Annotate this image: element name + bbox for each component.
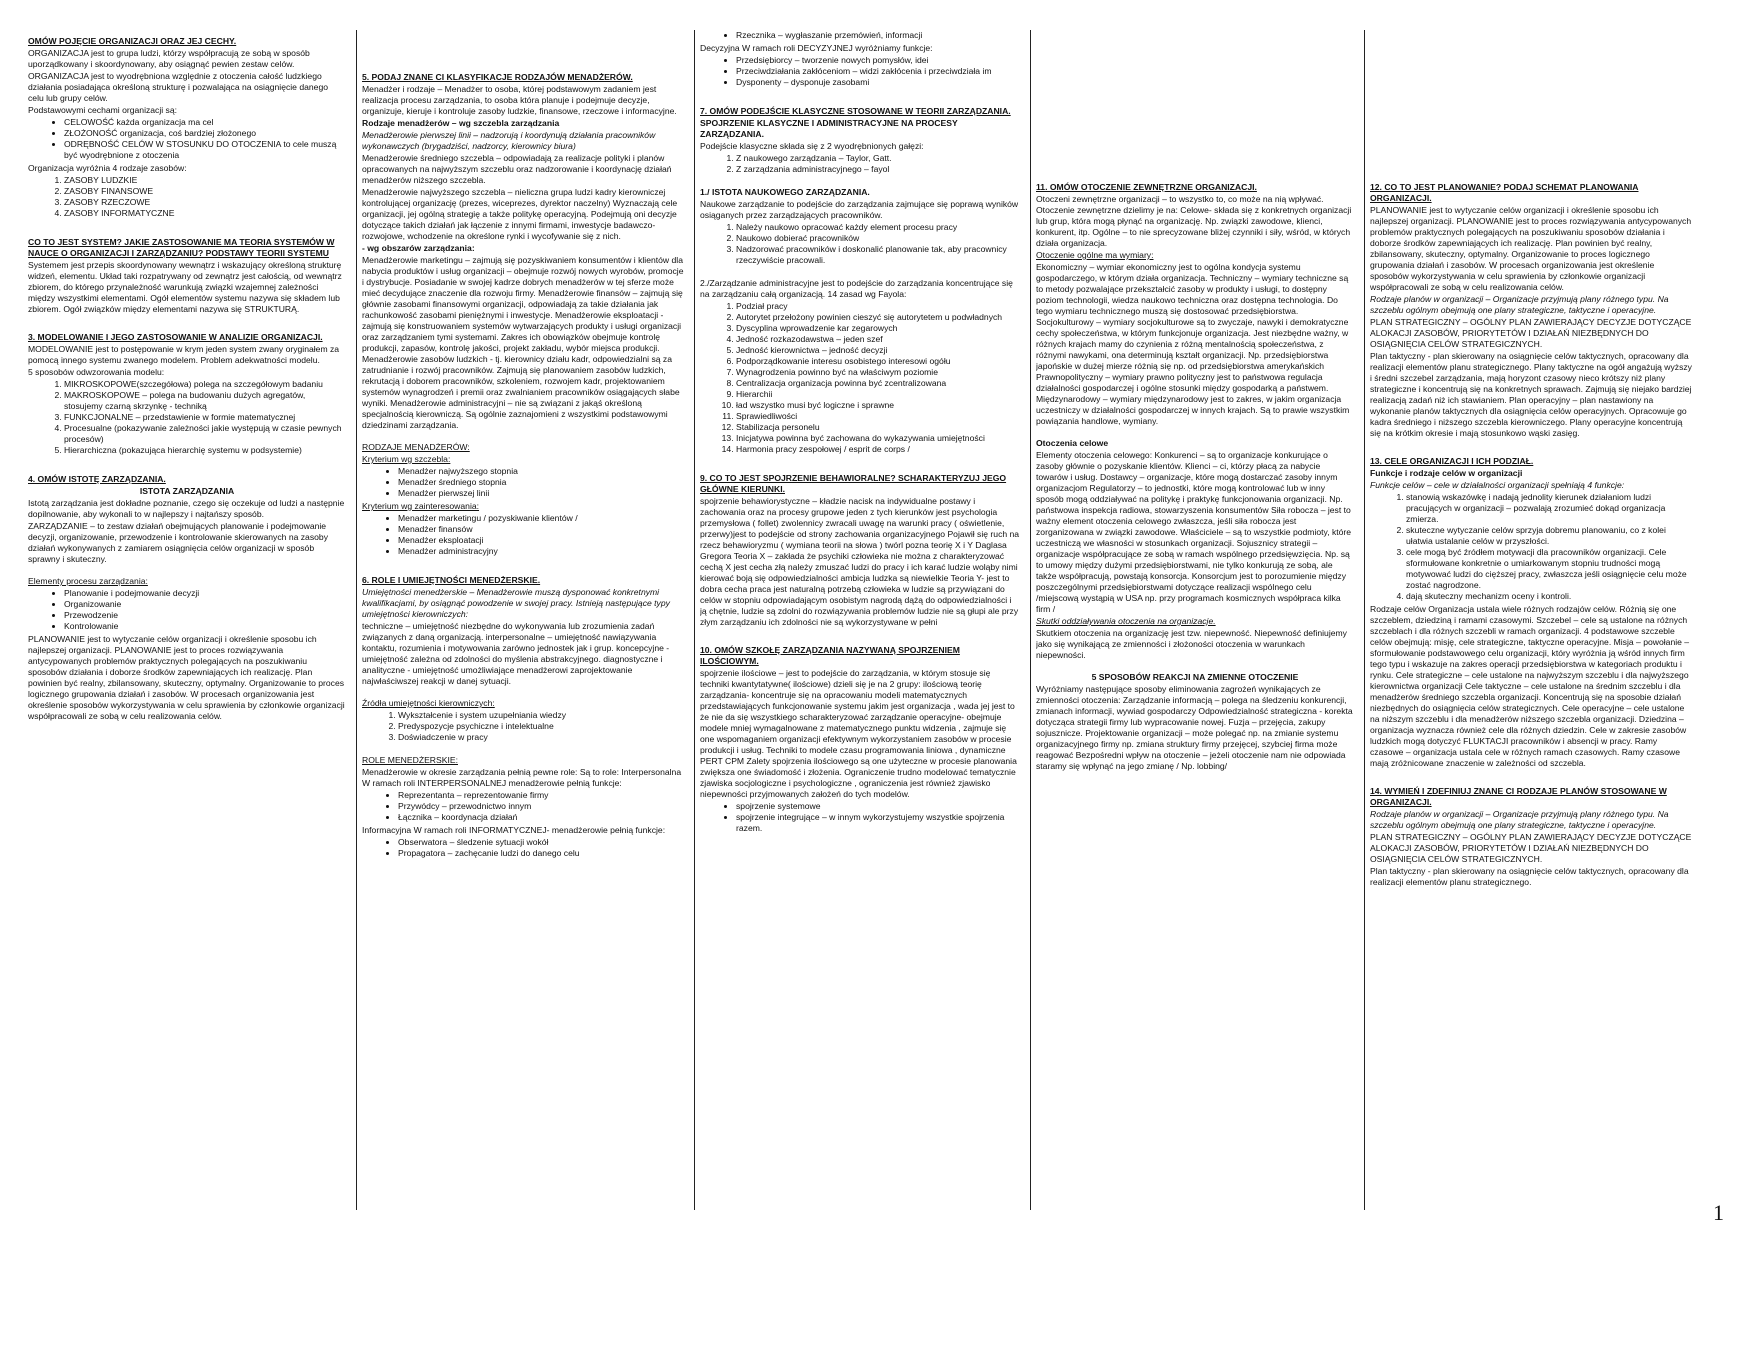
list-item: 1. Należy naukowo opracować każdy element procesu pracy bbox=[736, 222, 1020, 233]
paragraph: ORGANIZACJA jest to wyodrębniona względnie z otoczenia całość ludzkiego działania posiadająca określoną strukturę i pozwalająca na osiągnięcie danego celu lub grupy celów. bbox=[28, 71, 329, 103]
list-item: • Menadżer marketingu / pozyskiwanie klientów / bbox=[398, 513, 684, 524]
column-divider bbox=[1364, 30, 1365, 1210]
info-roles-list bbox=[362, 837, 684, 859]
list-item: • Przewodzenie bbox=[64, 610, 346, 621]
subheading: RODZAJE MENADŻERÓW: bbox=[362, 442, 470, 452]
section-title-11: 11. OMÓW OTOCZENIE ZEWNĘTRZNE ORGANIZACJI. bbox=[1036, 182, 1257, 192]
column-divider bbox=[694, 30, 695, 1210]
list-item: 12. Stabilizacja personelu bbox=[736, 422, 1020, 433]
list-item: • Menadżer najwyższego stopnia bbox=[398, 466, 684, 477]
paragraph: Systemem jest przepis skoordynowany wewnątrz i wskazujący określoną strukturę widzeń, elementu. Układ taki rozpatrywany od zewnątrz jest całością, od wewnątrz zbiorem, do którego przynależność warunkują związki wzajemnej zależności między wszystkimi elementami. Ogół elementów systemu nazywa się składem lub zbiorem. Ogół związków między elementami nazywa się STRUKTURĄ. bbox=[28, 260, 342, 314]
paragraph: spojrzenie ilościowe – jest to podejście do zarządzania, w którym stosuje się techniki kwantytatywne( ilościowe) dzieli się je na 2 grupy: ilościową teorię zarządzania- koncentruje się na opracowaniu modeli matematycznych przedstawiających funkcjonowanie systemu jakim jest organizacja , wada jej jest to że nie da się wszystkiego scharakteryzować zarządzanie operacyjne- obejmuje modele mniej wymagalnowane z matematycznego punktu widzenia , zajmuje się one wspomaganiem organizacji efektywnym wykorzystaniem zasobów w procesie produkcji i usług. Techniki to modele czasu programowania liniowa , dynamiczne PERT CPM Zalety spojrzenia ilościowego są one użyteczne w procesie planowania zwiększa one świadomość i złożenia. Ograniczenie trudno modelować tematycznie zjawiska socjologiczne i psychologiczne , ograniczenia jest również zjawisko niepewności przyjmowanych założeń do tych modelów. bbox=[700, 668, 1017, 799]
list-item: 11. Sprawiedliwości bbox=[736, 411, 1020, 422]
list-item: 14. Harmonia pracy zespołowej / esprit de corps / bbox=[736, 444, 1020, 455]
list-item: • Propagatora – zachęcanie ludzi do danego celu bbox=[398, 848, 684, 859]
list-item: 2. Autorytet przełożony powinien cieszyć się autorytetem u podwładnych bbox=[736, 312, 1020, 323]
list-item: • Obserwatora – śledzenie sytuacji wokół bbox=[398, 837, 684, 848]
subheading: Otoczenie ogólne ma wymiary: bbox=[1036, 250, 1154, 260]
list-item: 6. Podporządkowanie interesu osobistego interesowi ogółu bbox=[736, 356, 1020, 367]
paragraph: Menadżerowie w okresie zarządzania pełnią pewne role: Są to role: Interpersonalna W ramach roli INTERPERSONALNEJ menadżerowie pełnią funkcje: bbox=[362, 767, 682, 788]
column-divider bbox=[356, 30, 357, 1210]
paragraph: Decyzyjna W ramach roli DECYZYJNEJ wyróżniamy funkcje: bbox=[700, 43, 933, 53]
column-5 bbox=[1370, 176, 1692, 1366]
paragraph: spojrzenie behawiorystyczne – kładzie nacisk na indywidualne postawy i zachowania oraz na procesy grupowe jeden z tych kierunków jest psychologia przemysłowa ( follet) zwolennicy zwracali uwagę na warunki pracy ( oświetlenie, przerwy)jest to podejście od strony zachowania organizacyjnego Pojawił się ruch na rzecz behawioryzmu ( wymiana teorii na słowa ) twórl pozna teorię X i Y Daglasa Gregora Teoria X – zakłada że psychiki człowieka nie można z charakteryzować cechą X jest cecha złą należy zmuszać ludzi do pracy i ich karać ludzie woląby nimi kierować boją się odpowiedzialności ambicja ludzka są niewielkie Teoria Y- jest to dobra cecha praca jest naturalną potrzebą człowieka w ludzie są przywiązani do celów w stopniu odpowiadającym osobistym nagrodą dążą do odpowiedzialności i ją chętnie, ludzie są zdolni do rozwiązywania problemów ludzie nie są głupi ale przy złym zarządzaniu ich zdolności nie są wykorzystywane w pełni bbox=[700, 496, 1020, 627]
paragraph: Plan taktyczny - plan skierowany na osiągnięcie celów taktycznych, opracowany dla realizacji elementów planu strategicznego. Plany taktyczne na ogół angażują wyższy i średni szczebel zarządzania, mają horyzont czasowy nieco krótszy niż plany strategiczne i koncentrują się na konkretnych sprawach. Zajmują się niejako bardziej realizacją zadań niż ich stawianiem. Plan operacyjny – plan nastawiony na wykonanie planów taktycznych dla osiągnięcia celów operacyjnych. Opracowuje go kadra średniego i niższego szczebla kierowniczego. Plany operacyjne koncentrują się na krótkim okresie i mają stosunkowo wąski zasięg. bbox=[1370, 351, 1692, 438]
list-item: 2. MAKROSKOPOWE – polega na budowaniu dużych agregatów, stosujemy czarną skrzynkę - techniką bbox=[64, 390, 346, 412]
paragraph: 2./Zarządzanie administracyjne jest to podejście do zarządzania koncentrujące się na zarządzaniu całą organizacją. 14 zasad wg Fayola: bbox=[700, 278, 1013, 299]
paragraph: PLAN STRATEGICZNY – OGÓLNY PLAN ZAWIERAJĄCY DECYZJE DOTYCZĄCE ALOKACJI ZASOBÓW, PRIORYTETÓW I DZIAŁAŃ NIEZBĘDNYCH DO OSIĄGNIĘCIA CELÓW STRATEGICZNYCH. bbox=[1370, 832, 1692, 864]
paragraph: 5 sposobów odwzorowania modelu: bbox=[28, 367, 165, 377]
paragraph: Wyróżniamy następujące sposoby eliminowania zagrożeń wynikających ze zmienności otoczenia: Zarządzanie informacją – polega na śledzeniu konkurencji, zmianach informacji, wywiad gospodarczy Odpowiedzialność strategiczna - korekta dotycząca strategii firmy lub wypracowanie nowej. Fuzja – przejęcia, zakupy sojusznicze. Projektowanie organizacji – może polegać np. na zmianie systemu organizacyjnego firmy np. zmiana struktury firmy przejęcej, szybciej firma może reagować Bezpośredni wpływ na otoczenie – jeżeli otoczenie nam nie odpowiada staramy się wpłynąć na jego zmianę / Np. lobbing/ bbox=[1036, 684, 1353, 771]
list-item: • Reprezentanta – reprezentowanie firmy bbox=[398, 790, 684, 801]
paragraph: Umiejętności menedżerskie – Menadżerowie muszą dysponować konkretnymi kwalifikacjami, by osiągnąć powodzenie w swojej pracy. Istnieją następujące typy umiejętności kierowniczych: bbox=[362, 587, 670, 619]
list-item: 3. ZASOBY RZECZOWE bbox=[64, 197, 346, 208]
paragraph: Menadżerowie pierwszej linii – nadzorują i koordynują działania pracowników wykonawczych (brygadziści, nadzorcy, kierownicy biura) bbox=[362, 130, 656, 151]
paragraph: Organizacja wyróżnia 4 rodzaje zasobów: bbox=[28, 163, 187, 173]
paragraph: Plan taktyczny - plan skierowany na osiągnięcie celów taktycznych, opracowany dla realizacji elementów planu strategicznego. bbox=[1370, 866, 1689, 887]
roles-list-continued bbox=[700, 30, 1020, 41]
list-item: • Menadżer pierwszej linii bbox=[398, 488, 684, 499]
column-3 bbox=[700, 30, 1020, 1220]
list-item: 2. ZASOBY FINANSOWE bbox=[64, 186, 346, 197]
section-title-9: 9. CO TO JEST SPOJRZENIE BEHAWIORALNE? SCHARAKTERYZUJ JEGO GŁÓWNE KIERUNKI. bbox=[700, 473, 1007, 494]
subheading: Funkcje i rodzaje celów w organizacji bbox=[1370, 468, 1523, 478]
subheading: ISTOTA ZARZĄDZANIA bbox=[139, 486, 235, 496]
paragraph: Elementy otoczenia celowego: Konkurenci – są to organizacje konkurujące o zasoby głównie o pozyskanie klientów. Klienci – ci, którzy płacą za nabycie towarów i usług. Dostawcy – organizacje, które mogą dostarczać zasoby innym organizacjom Regulatorzy – to jednostki, które mogą kontrolować lub w inny sposób mogą oddziaływać na politykę i praktykę funkcjonowania organizacji. Np. państwowa inspekcja radiowa, stowarzyszenia konsumentów Siła robocza – jest to ważny element otoczenia celowego zwłaszcza, jeśli siła robocza jest zorganizowana w związki zawodowe. Właściciele – są to wszystkie podmioty, które uczestniczą we własności w stosunkach organizacji. Sojusznicy strategii – organizacje współpracujące ze sobą w ramach wspólnego przedsięwzięcia. Np. są to umowy między dużymi przedsiębiorstwami, nie tylko konkurują ze sobą, ale także współpracują, powstają konsorcja. Konsorcjum jest to porozumienie między poszczególnymi przedsiębiorstwami dotyczące realizacji wspólnego celu /miejscową wystąpią w USA np. przy programach kosmicznych współpraca kilka firm / bbox=[1036, 450, 1352, 614]
paragraph: ORGANIZACJA jest to grupa ludzi, którzy współpracują ze sobą w sposób uporządkowany i skoordynowany, aby osiągnąć pewien zestaw celów. bbox=[28, 48, 310, 69]
column-divider bbox=[1030, 30, 1031, 1210]
approaches-list bbox=[700, 801, 1020, 834]
list-item: 1. stanowią wskazówkę i nadają jednolity kierunek działaniom ludzi pracujących w organizacji – pozwalają zrozumieć dokąd organizacja zmierza. bbox=[1406, 492, 1692, 525]
goal-functions-list bbox=[1370, 492, 1692, 602]
paragraph: Menadżerowie najwyższego szczebla – nieliczna grupa ludzi kadry kierowniczej kontrolującej organizację (prezes, wiceprezes, dyrektor naczelny) Wyznaczają cele organizacji, jej ogólną strategię a także politykę operacyjną. Podejmują oni decyzje dotyczące takich działań jak łączenie z innymi firmami, inwestycje badawczo-rozwojowe, wchodzenie na określone rynki i wycofywanie się z nich. bbox=[362, 187, 678, 241]
decision-roles-list bbox=[700, 55, 1020, 88]
list-item: 3. Doświadczenie w pracy bbox=[398, 732, 684, 743]
list-item: 8. Centralizacja organizacja powinna być zcentralizowana bbox=[736, 378, 1020, 389]
paragraph: Menadżerowie marketingu – zajmują się pozyskiwaniem konsumentów i klientów dla nabycia produktów i usług organizacji – obejmuje rozwój nowych wyrobów, promocje i dystrybucje. Posiadanie w swojej kadrze dobrych menadżerów w tej sferze może mieć decydujące znaczenie dla rozwoju firmy. Menadżerowie finansów – zajmują się głównie zasobami finansowymi organizacji, odpowiadają za takie działania jak rachunkowość zasobami pieniężnymi i inwestycje. Menadżerowie eksploatacji - zajmują się konstruowaniem systemów wytwarzających produkty i usługi organizacji oraz zarządzaniem tymi systemami. Zakres ich obowiązków obejmuje kontrolę produkcji, zapasów, kontrolę jakości, projekt zakładu, wybór miejsca produkcji. Menadżerowie zasobów ludzkich - tj. kierownicy działu kadr, odpowiedzialni są za zatrudnianie i rozwój pracowników. Zajmują się planowaniem zasobów ludzkich, rekrutacją i doborem pracowników, szkoleniem, rozwojem kadr, projektowaniem systemów wynagrodzeń i premii oraz zwalnianiem pracowników osiągających słabe wyniki. Menadżerowie administracyjni – nie są związani z jakąś określoną specjalnością kierowniczą. Są ogólnie zaznajomieni z wszystkimi podstawowymi dziedzinami zarządzania. bbox=[362, 255, 684, 430]
list-item: • CELOWOŚĆ każda organizacja ma cel bbox=[64, 117, 346, 128]
paragraph: Rodzaje celów Organizacja ustala wiele różnych rodzajów celów. Różnią się one szczeblem, dziedziną i ramami czasowymi. Szczebel – cele są ustalone na różnych szczeblach i dla różnych szczebli w ramach organizacji. 4 podstawowe szczeble celów obejmują: misję, cele strategiczne, taktyczne operacyjne. Misja – powołanie – sformułowanie podstawowego celu organizacji, który wyróżnia ją wśród innych firm tego typu i wskazuje na zakres operacji przedsiębiorstwa w kategoriach produktu i rynku. Cele strategiczne – cele ustalone na najwyższym szczeblu i dla najwyższego kierownictwa organizacji Cele taktyczne – cele ustalone na średnim szczeblu i dla menadżerów średniego szczebla organizacji. Koncentrują się na sposobie działań niezbędnych do osiągnięcia celów strategicznych. Cele operacyjne – cele ustalone na niższym szczeblu i dla menadżerów niższego szczebla organizacji. Dziedzina – organizacja wyznacza również cele dla różnych dziedzin. Cele w zakresie zasobów ludzkich mogą dotyczyć FLUKTACJI pracowników i absencji w pracy. Ramy czasowe – organizacja ustala cele w różnych ramach czasowych. Ramy czasowe mają zróżnicowane znaczenie w zależności od szczebla. bbox=[1370, 604, 1690, 768]
subheading: Otoczenia celowe bbox=[1036, 438, 1109, 448]
paragraph: Rodzaje planów w organizacji – Organizacje przyjmują plany różnego typu. Na szczeblu ogólnym obejmują one plany strategiczne, taktyczne i operacyjne. bbox=[1370, 294, 1669, 315]
paragraph: PLAN STRATEGICZNY – OGÓLNY PLAN ZAWIERAJĄCY DECYZJE DOTYCZĄCE ALOKACJI ZASOBÓW, PRIORYTETÓW I DZIAŁAŃ NIEZBĘDNYCH DO OSIĄGNIĘCIA CELÓW STRATEGICZNYCH. bbox=[1370, 317, 1692, 349]
list-item: 1. Z naukowego zarządzania – Taylor, Gatt. bbox=[736, 153, 1020, 164]
sources-list bbox=[362, 710, 684, 743]
list-item: • Planowanie i podejmowanie decyzji bbox=[64, 588, 346, 599]
list-item: 13. Inicjatywa powinna być zachowana do wykazywania umiejętności bbox=[736, 433, 1020, 444]
list-item: 2. skuteczne wytyczanie celów sprzyja dobremu planowaniu, co z kolei ułatwia ustalanie celów w przyszłości. bbox=[1406, 525, 1692, 547]
paragraph: Podejście klasyczne składa się z 2 wyodrębnionych gałęzi: bbox=[700, 141, 924, 151]
list-item: • Przeciwdziałania zakłóceniom – widzi zakłócenia i przeciwdziała im bbox=[736, 66, 1020, 77]
section-title-6: 6. ROLE I UMIEJĘTNOŚCI MENEDŻERSKIE. bbox=[362, 575, 541, 585]
page-number: 1 bbox=[1713, 1200, 1724, 1225]
subheading: Elementy procesu zarządzania: bbox=[28, 576, 148, 586]
section-title-14: 14. WYMIEŃ I ZDEFINIUJ ZNANE CI RODZAJE PLANÓW STOSOWANE W ORGANIZACJI. bbox=[1370, 786, 1667, 807]
section-title-10: 10. OMÓW SZKOŁĘ ZARZĄDZANIA NAZYWANĄ SPOJRZENIEM ILOŚCIOWYM. bbox=[700, 645, 960, 666]
list-item: 1. MIKROSKOPOWE(szczegółowa) polega na szczegółowym badaniu bbox=[64, 379, 346, 390]
list-item: 3. Nadzorować pracowników i doskonalić planowanie tak, aby pracownicy rzeczywiście pracowali. bbox=[736, 244, 1020, 266]
list-item: • Rzecznika – wygłaszanie przemówień, informacji bbox=[736, 30, 1020, 41]
subheading: ROLE MENEDŻERSKIE: bbox=[362, 755, 458, 765]
subheading: SPOJRZENIE KLASYCZNE I ADMINISTRACYJNE NA PROCESY ZARZĄDZANIA. bbox=[700, 118, 958, 139]
subheading: 5 SPOSOBÓW REAKCJI NA ZMIENNE OTOCZENIE bbox=[1091, 672, 1299, 682]
list-item: 3. Dyscyplina wprowadzenie kar zegarowych bbox=[736, 323, 1020, 334]
paragraph: Funkcje celów – cele w działalności organizacji spełniają 4 funkcje: bbox=[1370, 480, 1625, 490]
paragraph: Otoczeni zewnętrzne organizacji – to wszystko to, co może na nią wpływać. Otoczenie zewnętrzne dzielimy je na: Celowe- składa się z konkretnych organizacji lub grup, która mogą płynąć na organizację. Np. związki zawodowe, klienci, konkurent, itp. Ogólne – to nie sprecyzowane bliżej czynniki i siły, wśród, w których działa organizacja. bbox=[1036, 194, 1352, 248]
paragraph: Menadżer i rodzaje – Menadżer to osoba, której podstawowym zadaniem jest realizacja procesu zarządzania, to osoba która planuje i podejmuje decyzje, organizuje, kieruje i kontroluje zasoby ludzkie, finansowe, rzeczowe i informacyjne. bbox=[362, 84, 677, 116]
list-item: 4. Jedność rozkazodawstwa – jeden szef bbox=[736, 334, 1020, 345]
paragraph: Rodzaje planów w organizacji – Organizacje przyjmują plany różnego typu. Na szczeblu ogólnym obejmują one plany strategiczne, taktyczne i operacyjne. bbox=[1370, 809, 1669, 830]
list-item: • ODRĘBNOŚĆ CELÓW W STOSUNKU DO OTOCZENIA to cele muszą być wyodrębnione z otoczenia bbox=[64, 139, 346, 161]
section-title-1: OMÓW POJĘCIE ORGANIZACJI ORAZ JEJ CECHY. bbox=[28, 36, 237, 46]
list-item: 1. Wykształcenie i system uzupełniania wiedzy bbox=[398, 710, 684, 721]
features-list bbox=[28, 117, 346, 161]
criteria-list bbox=[362, 513, 684, 557]
branches-list bbox=[700, 153, 1020, 175]
elements-list bbox=[28, 588, 346, 632]
list-item: • Łącznika – koordynacja działań bbox=[398, 812, 684, 823]
list-item: • Kontrolowanie bbox=[64, 621, 346, 632]
paragraph: Menadżerowie średniego szczebla – odpowiadają za realizacje polityki i planów opracowanych na najwyższym szczeblu oraz nadzorowanie i koordynację działań menadżerów niższego szczebla. bbox=[362, 153, 672, 185]
subheading: Rodzaje menadżerów – wg szczebla zarządzania bbox=[362, 118, 560, 128]
list-item: 5. Hierarchiczna (pokazująca hierarchię systemu w podsystemie) bbox=[64, 445, 346, 456]
list-item: 3. cele mogą być źródłem motywacji dla pracowników organizacji. Cele sformułowane konkretnie o umiarkowanym stopniu trudności mogą motywować ludzi do cięższej pracy, zwłaszcza jeśli osiągnięcie celu może zostać nagrodzone. bbox=[1406, 547, 1692, 591]
section-title-2: CO TO JEST SYSTEM? JAKIE ZASTOSOWANIE MA TEORIA SYSTEMÓW W NAUCE O ORGANIZACJI I ZARZĄDZANIU? PODSTAWY TEORII SYSTEMU bbox=[28, 237, 335, 258]
subheading: Skutki oddziaływania otoczenia na organizacje. bbox=[1036, 616, 1216, 626]
section-title-5: 5. PODAJ ZNANE CI KLASYFIKACJE RODZAJÓW MENADŻERÓW. bbox=[362, 72, 633, 82]
subheading: Źródła umiejętności kierowniczych: bbox=[362, 698, 495, 708]
list-item: 5. Jedność kierownictwa – jedność decyzji bbox=[736, 345, 1020, 356]
list-item: • Przedsiębiorcy – tworzenie nowych pomysłów, idei bbox=[736, 55, 1020, 66]
section-title-12: 12. CO TO JEST PLANOWANIE? PODAJ SCHEMAT PLANOWANIA ORGANIZACJI. bbox=[1370, 182, 1639, 203]
list-item: • Menadżer administracyjny bbox=[398, 546, 684, 557]
list-item: 2. Naukowo dobierać pracowników bbox=[736, 233, 1020, 244]
list-item: 7. Wynagrodzenia powinno być na właściwym poziomie bbox=[736, 367, 1020, 378]
list-item: 2. Z zarządzania administracyjnego – fayol bbox=[736, 164, 1020, 175]
taylor-list bbox=[700, 222, 1020, 266]
section-title-7: 7. OMÓW PODEJŚCIE KLASYCZNE STOSOWANE W TEORII ZARZĄDZANIA. bbox=[700, 106, 1011, 116]
subheading: - wg obszarów zarządzania: bbox=[362, 243, 475, 253]
criteria-list bbox=[362, 466, 684, 499]
section-title-3: 3. MODELOWANIE I JEGO ZASTOSOWANIE W ANALIZIE ORGANIZACJI. bbox=[28, 332, 323, 342]
fayol-list bbox=[700, 301, 1020, 455]
column-4 bbox=[1036, 176, 1354, 1366]
list-item: 1. ZASOBY LUDZKIE bbox=[64, 175, 346, 186]
section-title-4: 4. OMÓW ISTOTĘ ZARZĄDZANIA. bbox=[28, 474, 166, 484]
list-item: • Menadżer średniego stopnia bbox=[398, 477, 684, 488]
list-item: • Organizowanie bbox=[64, 599, 346, 610]
subheading: 1./ ISTOTA NAUKOWEGO ZARZĄDZANIA. bbox=[700, 187, 870, 197]
list-item: • spojrzenie integrujące – w innym wykorzystujemy wszystkie spojrzenia razem. bbox=[736, 812, 1020, 834]
paragraph: ZARZĄDZANIE – to zestaw działań obejmujących planowanie i podejmowanie decyzji, organizowanie, przewodzenie i kontrolowanie skierowanych na zasoby działań wykonywanych z zamiarem osiągnięcia celów organizacji w sposób sprawny i skuteczny. bbox=[28, 521, 328, 564]
list-item: 4. Procesualne (pokazywanie zależności jakie występują w czasie pewnych procesów) bbox=[64, 423, 346, 445]
list-item: 1. Podział pracy bbox=[736, 301, 1020, 312]
list-item: 3. FUNKCJONALNE – przedstawienie w formie matematycznej bbox=[64, 412, 346, 423]
paragraph: PLANOWANIE jest to wytyczanie celów organizacji i określenie sposobu ich najlepszej organizacji. PLANOWANIE jest to proces rozwiązywania antycypowanych problemów praktycznych polegających na poszukiwaniu sposobów działania i doborze środków zapewniających ich realizację. Plan powinien być realny, zbilansowany, skuteczny, optymalny. Organizowanie to proces logicznego grupowania działań i zasobów. W procesach organizowania jest określenie sposobów wykorzystywania w celu sprawienia by członkowie organizacji współpracowali ze sobą w celu realizowania celów. bbox=[1370, 205, 1692, 292]
methods-list bbox=[28, 379, 346, 456]
paragraph: Informacyjna W ramach roli INFORMATYCZNEJ- menadżerowie pełnią funkcje: bbox=[362, 825, 666, 835]
list-item: 10. ład wszystko musi być logiczne i sprawne bbox=[736, 400, 1020, 411]
resources-list bbox=[28, 175, 346, 219]
paragraph: Podstawowymi cechami organizacji są: bbox=[28, 105, 178, 115]
list-item: 9. Hierarchii bbox=[736, 389, 1020, 400]
list-item: • ZŁOŻONOŚĆ organizacja, coś bardziej złożonego bbox=[64, 128, 346, 139]
paragraph: PLANOWANIE jest to wytyczanie celów organizacji i określenie sposobu ich najlepszej organizacji. PLANOWANIE jest to proces rozwiązywania antycypowanych problemów praktycznych polegających na poszukiwaniu sposobów działania i doborze środków zapewniających ich realizację. Plan powinien być realny, zbilansowany, skuteczny, optymalny. Organizowanie to proces logicznego grupowania działań i zasobów. W procesach organizowania jest określenie sposobów wykorzystywania w celu sprawienia by członkowie organizacji współpracowali ze sobą w celu realizowania celów. bbox=[28, 634, 345, 721]
paragraph: techniczne – umiejętność niezbędne do wykonywania lub zrozumienia zadań związanych z daną organizacją. interpersonalne – umiejętność nawiązywania kontaktu, rozumienia i motywowania zarówno jednostek jak i grup. koncepcyjne - umiejętność zależna od zdolności do myślenia abstrakcyjnego. diagnostyczne i analityczne - umiejętność umożliwiające menadżerowi zaprojektowanie najwłaściwszej reakcji w danej sytuacji. bbox=[362, 621, 670, 686]
list-item: • Przywódcy – przewodnictwo innym bbox=[398, 801, 684, 812]
section-title-13: 13. CELE ORGANIZACJI I ICH PODZIAŁ. bbox=[1370, 456, 1534, 466]
paragraph: Skutkiem otoczenia na organizację jest tzw. niepewność. Niepewność definiujemy jako się wynikającą ze zmienności i złożoności otoczenia w warunkach niepewności. bbox=[1036, 628, 1347, 660]
column-1 bbox=[28, 30, 346, 1220]
list-item: 2. Predyspozycje psychiczne i intelektualne bbox=[398, 721, 684, 732]
roles-list bbox=[362, 790, 684, 823]
list-item: 4. ZASOBY INFORMATYCZNE bbox=[64, 208, 346, 219]
list-item: 4. dają skuteczny mechanizm oceny i kontroli. bbox=[1406, 591, 1692, 602]
list-item: • spojrzenie systemowe bbox=[736, 801, 1020, 812]
paragraph: MODELOWANIE jest to postępowanie w krym jeden system zwany oryginałem za pomocą innego systemu zwanego modelem. Problem adekwatności modelu. bbox=[28, 344, 340, 365]
list-item: • Dysponenty – dysponuje zasobami bbox=[736, 77, 1020, 88]
column-2 bbox=[362, 66, 684, 1256]
paragraph: Ekonomiczny – wymiar ekonomiczny jest to ogólna kondycja systemu gospodarczego, w którym działa organizacja. Techniczny – wymiary techniczne są to metody pozwalające przekształcić zasoby w produkty i usługi, to dostępny poziom technologii, wiedza naukowo techniczna oraz dostępna technologia. Do tego wymiaru technicznego muszą się dostosować przedsiębiorstwa. Socjokulturowy – wymiary socjokulturowe są to zwyczaje, nawyki i demokratyczne cechy społeczeństwa, w którym funkcjonuje organizacja. Jest niezbędne ważny, w różnych krajach mamy do czynienia z różną mentalnością społeczeństwa, z różnymi nawykami, ona determinują kształt organizacji. Np. przedsiębiorstwa japońskie w dużej mierze różnią się np. od przedsiębiorstwa amerykańskich Prawnopolityczny – wymiary prawno polityczny jest to państwowa regulacja działalności gospodarczej i ogólne stosunki między gospodarką a państwem. Międzynarodowy – wymiary międzynarodowy jest to zakres, w jakim organizacja uczestniczy w działalności gospodarczej w innych krajach. Są to prawie wszystkim powiązania handlowe, wymiany. bbox=[1036, 262, 1350, 426]
subheading: Kryterium wg zainteresowania: bbox=[362, 501, 480, 511]
subheading: Kryterium wg szczebla: bbox=[362, 454, 451, 464]
list-item: • Menadżer finansów bbox=[398, 524, 684, 535]
paragraph: Istotą zarządzania jest dokładne poznanie, czego się oczekuje od ludzi a następnie dopilnowanie, aby wykonali to w najlepszy i najtańszy sposób. bbox=[28, 498, 345, 519]
list-item: • Menadżer eksploatacji bbox=[398, 535, 684, 546]
paragraph: Naukowe zarządzanie to podejście do zarządzania zajmujące się poprawą wyników osiąganych przez zarządzających pracowników. bbox=[700, 199, 1019, 220]
